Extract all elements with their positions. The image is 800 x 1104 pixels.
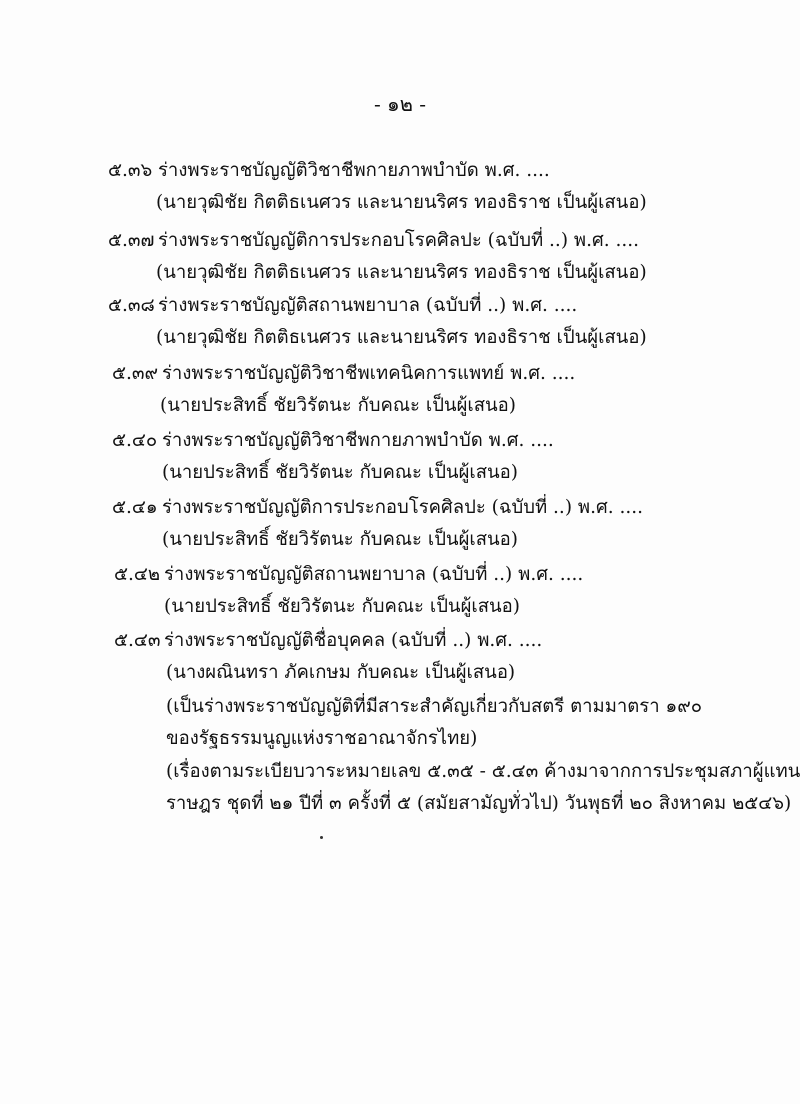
agenda-item-title: [114, 628, 542, 654]
agenda-item-title: [112, 495, 643, 521]
agenda-item-proposer: (นายวุฒิชัย กิตติธเนศวร และนายนริศร ทองธิราช เป็นผู้เสนอ): [156, 327, 647, 348]
item-number: ๕.๔๓: [114, 630, 161, 651]
agenda-item-proposer: (นายประสิทธิ์ ชัยวิรัตนะ กับคณะ เป็นผู้เสนอ): [164, 596, 521, 617]
agenda-item-title: [108, 293, 577, 319]
item-number: ๕.๓๙: [112, 363, 159, 384]
agenda-item-proposer: (นายวุฒิชัย กิตติธเนศวร และนายนริศร ทองธิราช เป็นผู้เสนอ): [156, 192, 647, 213]
bill-title: ร่างพระราชบัญญัติวิชาชีพเทคนิคการแพทย์ พ.ศ. ....: [162, 363, 576, 384]
agenda-item-title: [108, 158, 550, 184]
page-number: - ๑๒ -: [373, 92, 427, 116]
bill-title: ร่างพระราชบัญญัติสถานพยาบาล (ฉบับที่ ..) พ.ศ. ....: [164, 564, 584, 585]
agenda-item-title: [112, 361, 575, 387]
bill-title: ร่างพระราชบัญญัติการประกอบโรคศิลปะ (ฉบับที่ ..) พ.ศ. ....: [158, 230, 640, 251]
item-number: ๕.๓๗: [108, 230, 155, 251]
note-pending-items-line1: (เรื่องตามระเบียบวาระหมายเลข ๕.๓๕ - ๕.๔๓ ค้างมาจากการประชุมสภาผู้แทน: [166, 761, 800, 782]
agenda-item-title: [112, 428, 554, 454]
agenda-item-proposer: (นายประสิทธิ์ ชัยวิรัตนะ กับคณะ เป็นผู้เสนอ): [160, 395, 517, 416]
agenda-item-title: [114, 562, 583, 588]
note-women-bill-line2: ของรัฐธรรมนูญแห่งราชอาณาจักรไทย): [166, 728, 478, 749]
bill-title: ร่างพระราชบัญญัติวิชาชีพกายภาพบำบัด พ.ศ. ....: [162, 430, 554, 451]
item-number: ๕.๔๐: [112, 430, 158, 451]
agenda-item-title: [108, 228, 639, 254]
agenda-item-proposer: (นางผณินทรา ภัคเกษม กับคณะ เป็นผู้เสนอ): [166, 662, 516, 683]
agenda-item-proposer: (นายวุฒิชัย กิตติธเนศวร และนายนริศร ทองธิราช เป็นผู้เสนอ): [156, 262, 647, 283]
item-number: ๕.๔๑: [112, 497, 158, 518]
bill-title: ร่างพระราชบัญญัติการประกอบโรคศิลปะ (ฉบับที่ ..) พ.ศ. ....: [162, 497, 644, 518]
note-women-bill-line1: (เป็นร่างพระราชบัญญัติที่มีสาระสำคัญเกี่ยวกับสตรี ตามมาตรา ๑๙๐: [166, 696, 703, 717]
bill-title: ร่างพระราชบัญญัติชื่อบุคคล (ฉบับที่ ..) พ.ศ. ....: [164, 630, 543, 651]
agenda-item-proposer: (นายประสิทธิ์ ชัยวิรัตนะ กับคณะ เป็นผู้เสนอ): [162, 529, 519, 550]
item-number: ๕.๓๘: [108, 295, 155, 316]
scan-speck: [320, 836, 323, 839]
item-number: ๕.๓๖: [108, 160, 153, 181]
bill-title: ร่างพระราชบัญญัติวิชาชีพกายภาพบำบัด พ.ศ. ....: [158, 160, 550, 181]
note-pending-items-line2: ราษฎร ชุดที่ ๒๑ ปีที่ ๓ ครั้งที่ ๕ (สมัยสามัญทั่วไป) วันพุธที่ ๒๐ สิงหาคม ๒๕๔๖): [166, 793, 792, 814]
item-number: ๕.๔๒: [114, 564, 161, 585]
agenda-item-proposer: (นายประสิทธิ์ ชัยวิรัตนะ กับคณะ เป็นผู้เสนอ): [162, 462, 519, 483]
bill-title: ร่างพระราชบัญญัติสถานพยาบาล (ฉบับที่ ..) พ.ศ. ....: [158, 295, 578, 316]
